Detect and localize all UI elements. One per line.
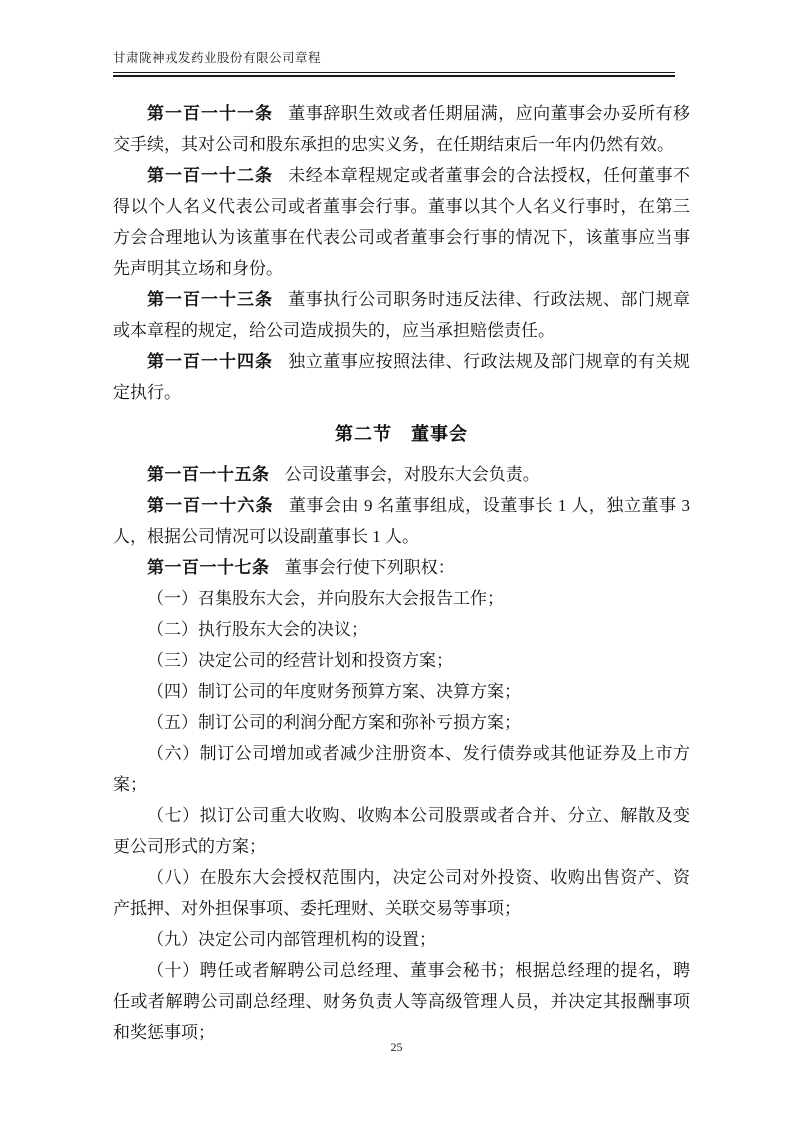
list-item: （七）拟订公司重大收购、收购本公司股票或者合并、分立、解散及变更公司形式的方案； xyxy=(113,806,690,856)
page-number: 25 xyxy=(390,1040,403,1054)
article-paragraph xyxy=(113,160,690,284)
list-item: （九）决定公司内部管理机构的设置； xyxy=(147,930,436,949)
header-rule xyxy=(113,72,675,77)
list-item: （十）聘任或者解聘公司总经理、董事会秘书；根据总经理的提名，聘任或者解聘公司副总经理、财务负责人等高级管理人员，并决定其报酬事项和奖惩事项； xyxy=(113,961,690,1042)
header-title: 甘肃陇神戎发药业股份有限公司章程 xyxy=(113,51,322,65)
article-number: 第一百一十七条 xyxy=(147,558,270,577)
page-footer xyxy=(0,1040,793,1055)
article-paragraph xyxy=(113,490,690,552)
list-item: （八）在股东大会授权范围内，决定公司对外投资、收购出售资产、资产抵押、对外担保事项、委托理财、关联交易等事项； xyxy=(113,868,690,918)
list-item: （三）决定公司的经营计划和投资方案； xyxy=(147,651,453,670)
article-number: 第一百一十四条 xyxy=(147,352,273,371)
article-number: 第一百一十六条 xyxy=(147,496,274,515)
article-paragraph xyxy=(113,346,690,408)
article-paragraph xyxy=(113,459,690,490)
article-text: 董事会行使下列职权： xyxy=(284,558,455,577)
article-text: 董事执行公司职务时违反法律、行政法规、部门规章或本章程的规定，给公司造成损失的，应当承担赔偿责任。 xyxy=(113,290,691,340)
article-text: 独立董事应按照法律、行政法规及部门规章的有关规定执行。 xyxy=(113,352,691,402)
article-number: 第一百一十三条 xyxy=(147,290,273,309)
list-item: （一）召集股东大会，并向股东大会报告工作； xyxy=(147,589,504,608)
list-item: （六）制订公司增加或者减少注册资本、发行债券或其他证券及上市方案； xyxy=(113,744,690,794)
article-text: 未经本章程规定或者董事会的合法授权，任何董事不得以个人名义代表公司或者董事会行事。董事以其个人名义行事时，在第三方会合理地认为该董事在代表公司或者董事会行事的情况下，该董事应当事先声明其立场和身份。 xyxy=(113,166,691,278)
article-number: 第一百一十二条 xyxy=(147,166,273,185)
article-text: 公司设董事会，对股东大会负责。 xyxy=(284,465,540,484)
article-paragraph xyxy=(113,552,690,583)
list-item: （四）制订公司的年度财务预算方案、决算方案； xyxy=(147,682,521,701)
article-text: 董事辞职生效或者任期届满，应向董事会办妥所有移交手续，其对公司和股东承担的忠实义务，在任期结束后一年内仍然有效。 xyxy=(113,104,691,154)
article-text: 董事会由 9 名董事组成，设董事长 1 人，独立董事 3 人，根据公司情况可以设副董事长 1 人。 xyxy=(113,496,691,546)
article-paragraph xyxy=(113,284,690,346)
article-number: 第一百一十一条 xyxy=(147,104,273,123)
section-heading: 第二节 董事会 xyxy=(335,424,468,444)
document-body xyxy=(113,98,690,1048)
article-paragraph xyxy=(113,98,690,160)
page-header xyxy=(113,48,675,77)
article-number: 第一百一十五条 xyxy=(147,465,270,484)
list-item: （二）执行股东大会的决议； xyxy=(147,620,368,639)
list-item: （五）制订公司的利润分配方案和弥补亏损方案； xyxy=(147,713,521,732)
